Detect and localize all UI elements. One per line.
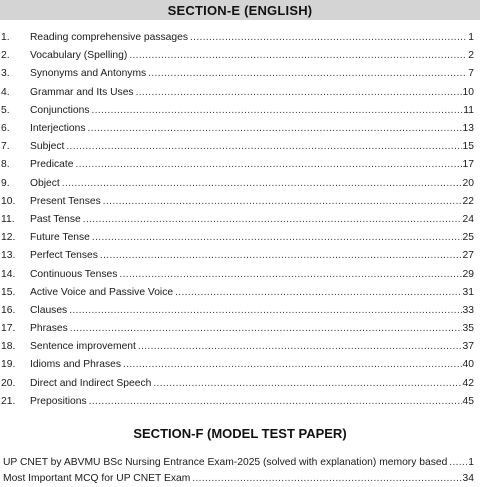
toc-entry-page: 20 <box>462 177 474 189</box>
dot-leader <box>175 287 461 299</box>
toc-entry-number: 14. <box>1 268 16 280</box>
dot-leader <box>100 250 462 262</box>
toc-entry-title: Phrases <box>30 323 68 335</box>
toc-entry-page: 29 <box>462 268 474 280</box>
toc-entry-title: Direct and Indirect Speech <box>30 377 152 389</box>
toc-entry-title: Continuous Tenses <box>30 268 118 280</box>
dot-leader <box>119 269 461 281</box>
toc-entry-number: 19. <box>1 359 16 371</box>
toc-entry-number: 17. <box>1 323 16 335</box>
toc-entry-title: Idioms and Phrases <box>30 359 122 371</box>
toc-entry-page: 33 <box>462 304 474 316</box>
toc-entry[interactable] <box>0 193 480 211</box>
dot-leader <box>62 178 462 190</box>
toc-entry-number: 20. <box>1 377 16 389</box>
toc-entry[interactable] <box>0 47 480 65</box>
toc-entry-page: 42 <box>462 377 474 389</box>
toc-entry-number: 2. <box>1 50 10 62</box>
toc-entry-page: 34 <box>462 473 474 484</box>
toc-entry-page: 40 <box>462 359 474 371</box>
toc-entry[interactable] <box>0 65 480 83</box>
toc-entry[interactable] <box>0 320 480 338</box>
dot-leader <box>69 305 461 317</box>
toc-entry[interactable] <box>0 120 480 138</box>
toc-entry-title: Past Tense <box>30 213 81 225</box>
toc-entry-title: UP CNET by ABVMU BSc Nursing Entrance Exam-2025 (solved with explanation) memory based <box>3 457 448 468</box>
toc-entry-title: Active Voice and Passive Voice <box>30 286 174 298</box>
toc-entry-number: 5. <box>1 104 10 116</box>
toc-entry-title: Subject <box>30 141 65 153</box>
dot-leader <box>70 323 462 335</box>
dot-leader <box>190 32 467 44</box>
toc-entry-page: 11 <box>463 104 474 116</box>
toc-entry-title: Reading comprehensive passages <box>30 32 188 44</box>
toc-entry[interactable] <box>0 356 480 374</box>
toc-entry-title: Sentence improvement <box>30 341 136 353</box>
dot-leader <box>92 232 462 244</box>
toc-entry[interactable] <box>0 102 480 120</box>
toc-entry-title: Synonyms and Antonyms <box>30 68 147 80</box>
toc-entry-number: 1. <box>1 32 10 44</box>
dot-leader <box>103 196 462 208</box>
toc-entry-page: 1 <box>468 32 474 44</box>
toc-entry-title: Object <box>30 177 60 189</box>
dot-leader <box>83 214 462 226</box>
toc-entry-page: 2 <box>468 50 474 62</box>
toc-entry-page: 31 <box>462 286 474 298</box>
dot-leader <box>76 159 462 171</box>
toc-entry-title: Conjunctions <box>30 104 90 116</box>
section-e-toc-list <box>0 29 480 411</box>
toc-entry[interactable] <box>0 229 480 247</box>
toc-entry-page: 45 <box>462 395 474 407</box>
toc-entry-page: 17 <box>462 159 474 171</box>
toc-entry-page: 35 <box>462 323 474 335</box>
toc-entry-title: Vocabulary (Spelling) <box>30 50 128 62</box>
toc-entry-title: Predicate <box>30 159 74 171</box>
toc-entry-page: 27 <box>462 250 474 262</box>
toc-entry-title: Present Tenses <box>30 195 101 207</box>
toc-entry[interactable] <box>0 375 480 393</box>
toc-entry-title: Most Important MCQ for UP CNET Exam <box>3 473 191 484</box>
toc-entry-page: 25 <box>462 232 474 244</box>
dot-leader <box>89 396 462 408</box>
dot-leader <box>153 378 461 390</box>
dot-leader <box>192 473 461 485</box>
toc-entry[interactable] <box>0 393 480 411</box>
toc-entry-page: 1 <box>468 457 474 468</box>
toc-entry-title: Interjections <box>30 123 86 135</box>
dot-leader <box>88 123 462 135</box>
section-e-banner <box>0 0 480 20</box>
section-f-toc-list <box>0 455 480 487</box>
toc-entry[interactable] <box>0 302 480 320</box>
toc-entry-number: 7. <box>1 141 10 153</box>
toc-entry-title: Future Tense <box>30 232 90 244</box>
toc-entry[interactable] <box>0 265 480 283</box>
toc-entry[interactable] <box>0 156 480 174</box>
dot-leader <box>136 87 462 99</box>
toc-entry-page: 24 <box>462 213 474 225</box>
section-e-title: SECTION-E (ENGLISH) <box>167 2 313 18</box>
toc-entry-number: 15. <box>1 286 16 298</box>
toc-entry-number: 13. <box>1 250 16 262</box>
dot-leader <box>66 141 461 153</box>
toc-entry-number: 4. <box>1 86 10 98</box>
toc-entry-number: 12. <box>1 232 16 244</box>
toc-entry-number: 11. <box>1 213 15 225</box>
toc-entry-number: 6. <box>1 123 10 135</box>
toc-entry[interactable] <box>0 338 480 356</box>
toc-entry-title: Grammar and Its Uses <box>30 86 134 98</box>
toc-entry-number: 18. <box>1 341 16 353</box>
dot-leader <box>92 105 463 117</box>
section-f-title: SECTION-F (MODEL TEST PAPER) <box>133 426 347 441</box>
toc-entry-page: 13 <box>462 123 474 135</box>
toc-entry-number: 16. <box>1 304 16 316</box>
toc-entry-page: 37 <box>462 341 474 353</box>
toc-entry[interactable] <box>0 175 480 193</box>
toc-entry-title: Prepositions <box>30 395 87 407</box>
toc-entry-page: 22 <box>462 195 474 207</box>
toc-entry-number: 10. <box>1 195 16 207</box>
toc-entry-title: Clauses <box>30 304 68 316</box>
toc-entry[interactable] <box>0 471 480 487</box>
toc-entry-number: 8. <box>1 159 10 171</box>
dot-leader <box>123 359 462 371</box>
toc-entry-page: 7 <box>468 68 474 80</box>
toc-entry[interactable] <box>0 138 480 156</box>
dot-leader <box>449 457 467 469</box>
toc-entry[interactable] <box>0 84 480 102</box>
toc-entry[interactable] <box>0 211 480 229</box>
toc-entry-number: 9. <box>1 177 10 189</box>
toc-entry-page: 10 <box>462 86 474 98</box>
toc-entry-number: 3. <box>1 68 10 80</box>
toc-entry[interactable] <box>0 247 480 265</box>
dot-leader <box>148 68 467 80</box>
dot-leader <box>138 341 462 353</box>
toc-entry-number: 21. <box>1 395 16 407</box>
dot-leader <box>129 50 467 62</box>
toc-entry[interactable] <box>0 29 480 47</box>
toc-entry[interactable] <box>0 455 480 471</box>
toc-entry-page: 15 <box>462 141 474 153</box>
toc-entry-title: Perfect Tenses <box>30 250 98 262</box>
toc-entry[interactable] <box>0 284 480 302</box>
